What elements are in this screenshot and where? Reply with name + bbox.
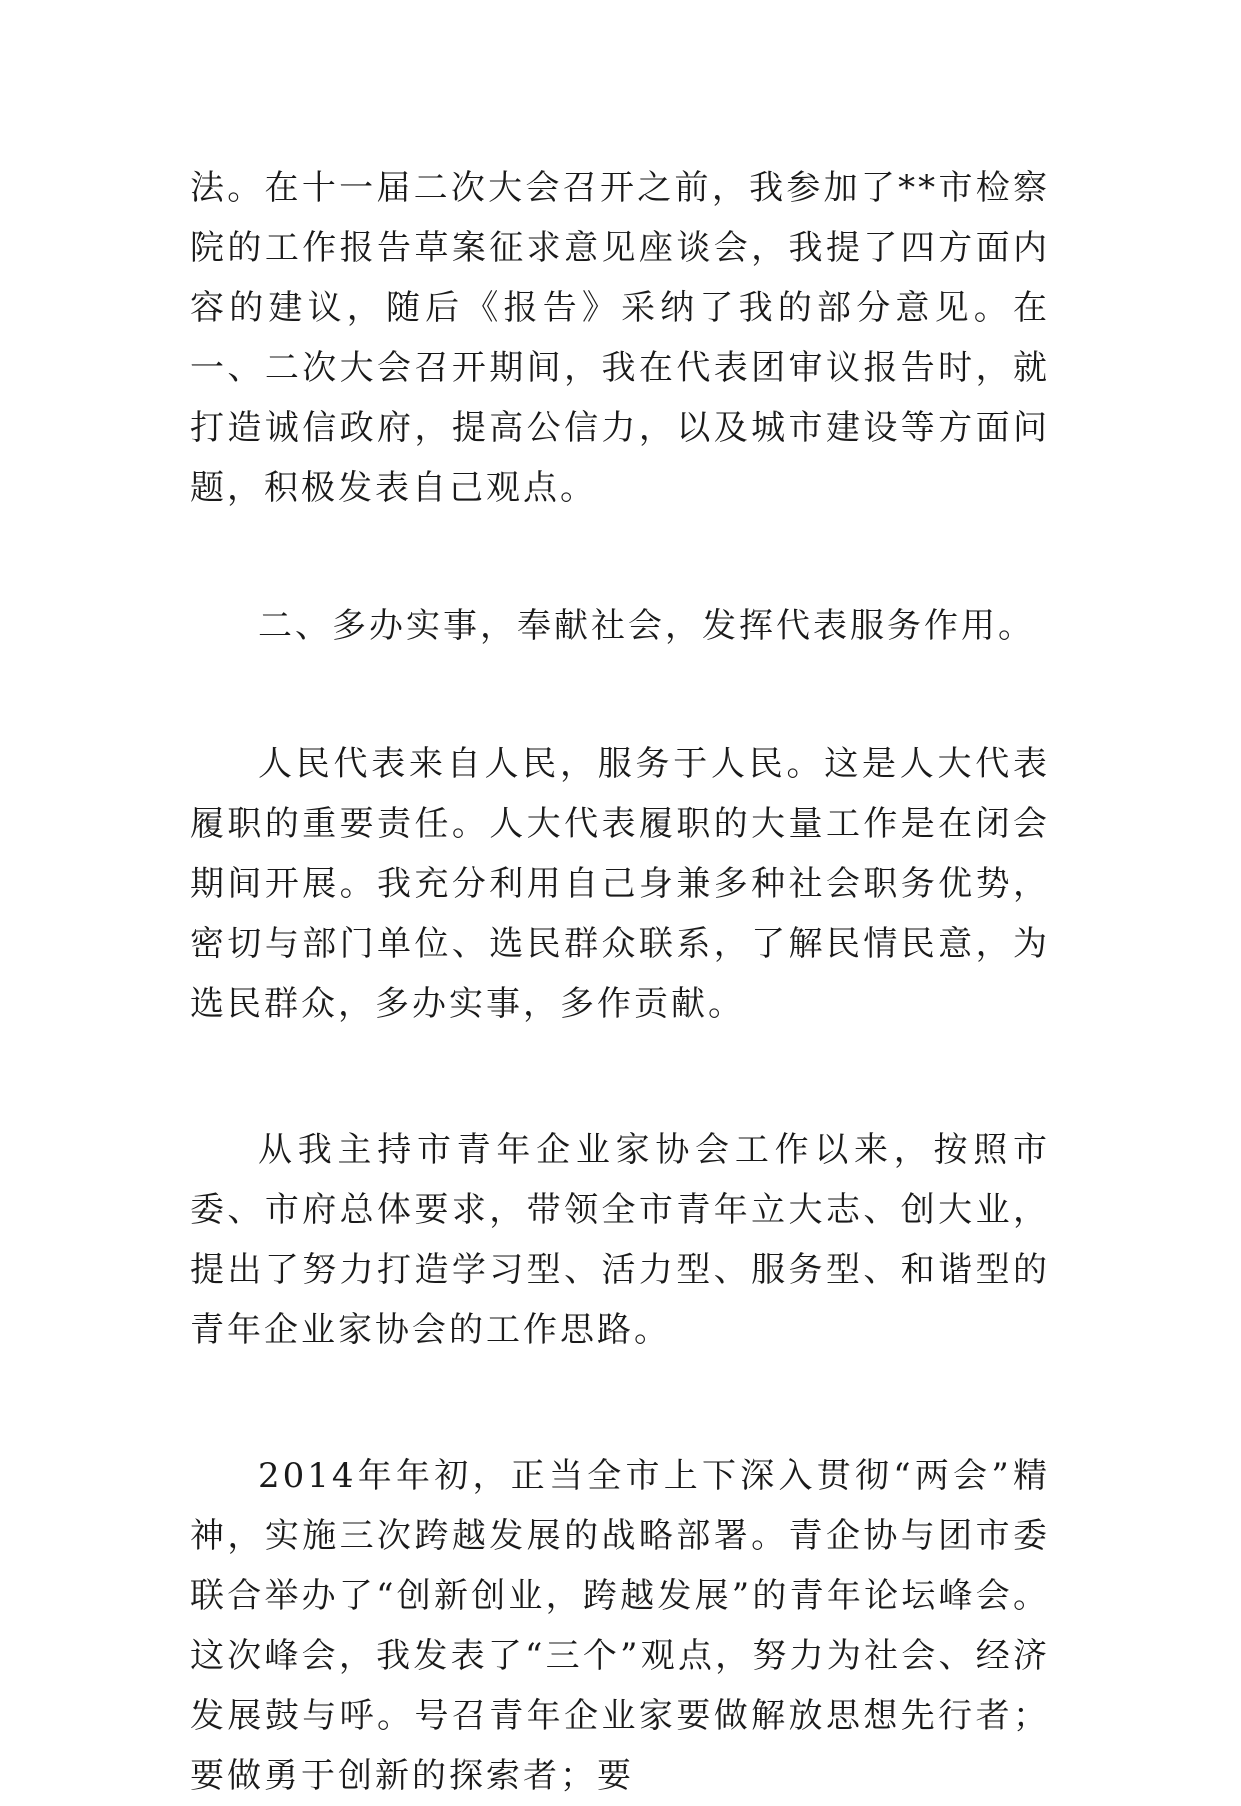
paragraph-continuation: 法。在十一届二次大会召开之前，我参加了**市检察院的工作报告草案征求意见座谈会，我提了四方面内容的建议，随后《报告》采纳了我的部分意见。在一、二次大会召开期间，我在代表团审议报告时，就打造诚信政府，提高公信力，以及城市建设等方面问题，积极发表自己观点。	[190, 168, 1050, 508]
document-page	[190, 158, 1050, 1806]
section-heading: 二、多办实事，奉献社会，发挥代表服务作用。	[258, 606, 1035, 646]
paragraph: 人民代表来自人民，服务于人民。这是人大代表履职的重要责任。人大代表履职的大量工作是在闭会期间开展。我充分利用自己身兼多种社会职务优势，密切与部门单位、选民群众联系，了解民情民意，为选民群众，多办实事，多作贡献。	[190, 744, 1050, 1024]
paragraph: 2014年年初，正当全市上下深入贯彻“两会”精神，实施三次跨越发展的战略部署。青企协与团市委联合举办了“创新创业，跨越发展”的青年论坛峰会。这次峰会，我发表了“三个”观点，努力为社会、经济发展鼓与呼。号召青年企业家要做解放思想先行者；要做勇于创新的探索者；要	[190, 1456, 1050, 1796]
paragraph: 从我主持市青年企业家协会工作以来，按照市委、市府总体要求，带领全市青年立大志、创大业，提出了努力打造学习型、活力型、服务型、和谐型的青年企业家协会的工作思路。	[190, 1130, 1050, 1350]
